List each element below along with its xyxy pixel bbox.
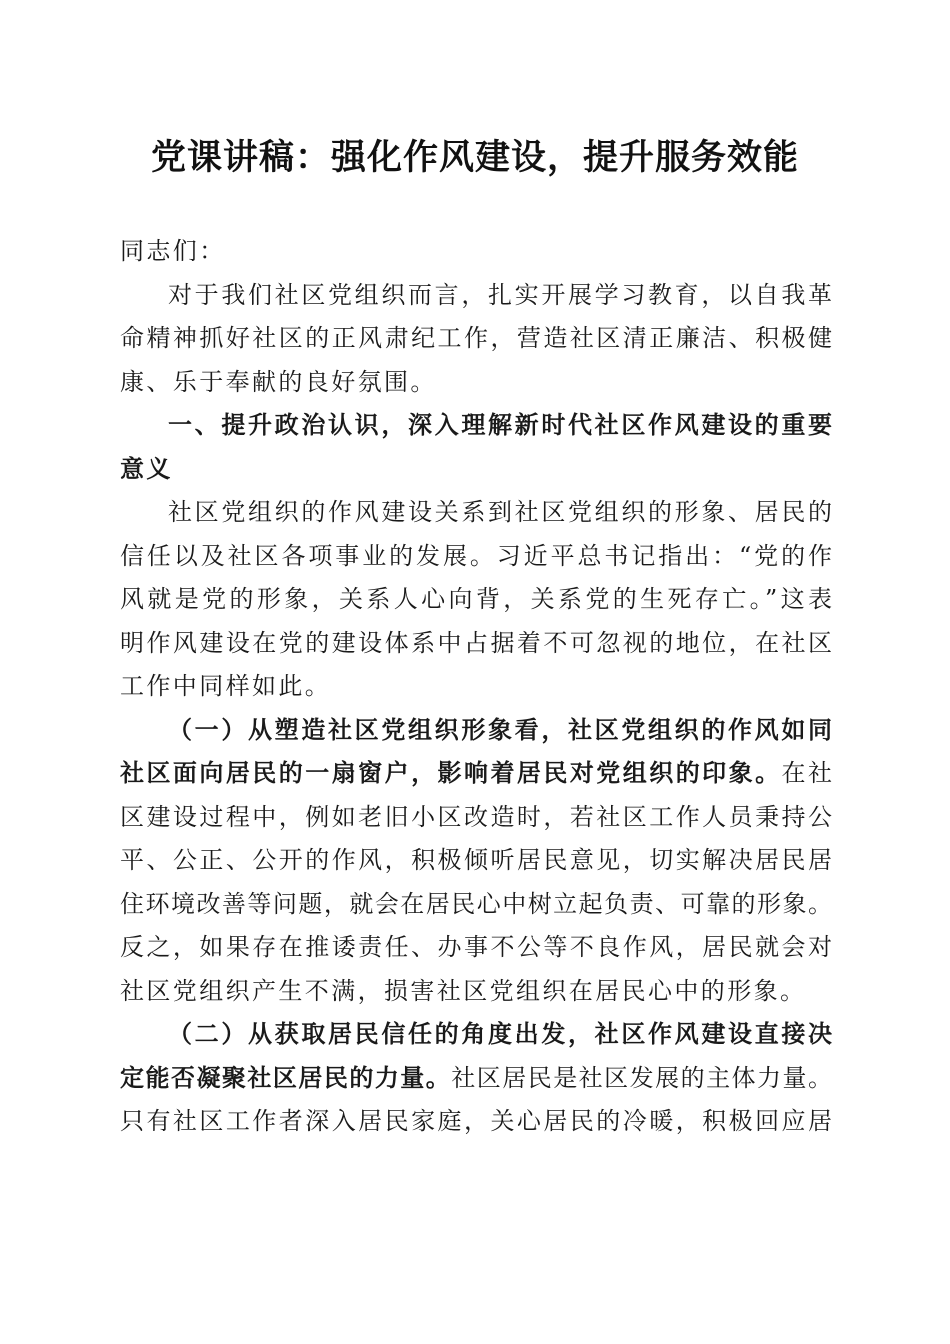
intro-line: 对于我们社区党组织而言，扎实开展学习教育，以自我革 bbox=[168, 280, 832, 309]
document-body bbox=[120, 230, 832, 1144]
paragraph-line: 社区党组织的作风建设关系到社区党组织的形象、居民的 bbox=[168, 498, 832, 526]
point-heading: （一）从塑造社区党组织形象看，社区党组织的作风如同 bbox=[168, 715, 832, 744]
paragraph-line: 住环境改善等问题，就会在居民心中树立起负责、可靠的形象。 bbox=[120, 889, 832, 918]
section-heading: 一、提升政治认识，深入理解新时代社区作风建设的重要 bbox=[168, 411, 832, 439]
section-heading: 意义 bbox=[120, 454, 173, 483]
greeting: 同志们： bbox=[120, 237, 226, 265]
intro-line: 命精神抓好社区的正风肃纪工作，营造社区清正廉洁、积极健 bbox=[120, 324, 832, 352]
point-heading-tail: 定能否凝聚社区居民的力量。 bbox=[120, 1063, 452, 1092]
paragraph-line: 只有社区工作者深入居民家庭，关心居民的冷暖，积极回应居 bbox=[120, 1107, 832, 1135]
paragraph-text: 社区居民是社区发展的主体力量。 bbox=[451, 1063, 832, 1092]
paragraph-line: 区建设过程中，例如老旧小区改造时，若社区工作人员秉持公 bbox=[120, 802, 832, 831]
paragraph-line: 明作风建设在党的建设体系中占据着不可忽视的地位，在社区 bbox=[120, 628, 832, 657]
point-heading: （二）从获取居民信任的角度出发，社区作风建设直接决 bbox=[168, 1020, 832, 1048]
paragraph-line bbox=[120, 752, 832, 796]
paragraph-line: 社区党组织产生不满，损害社区党组织在居民心中的形象。 bbox=[120, 976, 807, 1005]
point-heading-tail: 社区面向居民的一扇窗户，影响着居民对党组织的印象。 bbox=[120, 759, 782, 787]
paragraph-line: 信任以及社区各项事业的发展。习近平总书记指出：“党的作 bbox=[120, 541, 832, 570]
document-title: 党课讲稿：强化作风建设，提升服务效能 bbox=[150, 138, 799, 178]
paragraph-line bbox=[120, 1057, 832, 1101]
intro-line: 康、乐于奉献的良好氛围。 bbox=[120, 367, 437, 396]
paragraph-line: 反之，如果存在推诿责任、办事不公等不良作风，居民就会对 bbox=[120, 933, 832, 961]
paragraph-text: 在社 bbox=[781, 759, 832, 787]
paragraph-line: 平、公正、公开的作风，积极倾听居民意见，切实解决居民居 bbox=[120, 846, 832, 874]
paragraph-line: 工作中同样如此。 bbox=[120, 672, 332, 700]
paragraph-line: 风就是党的形象，关系人心向背，关系党的生死存亡。”这表 bbox=[120, 585, 832, 613]
